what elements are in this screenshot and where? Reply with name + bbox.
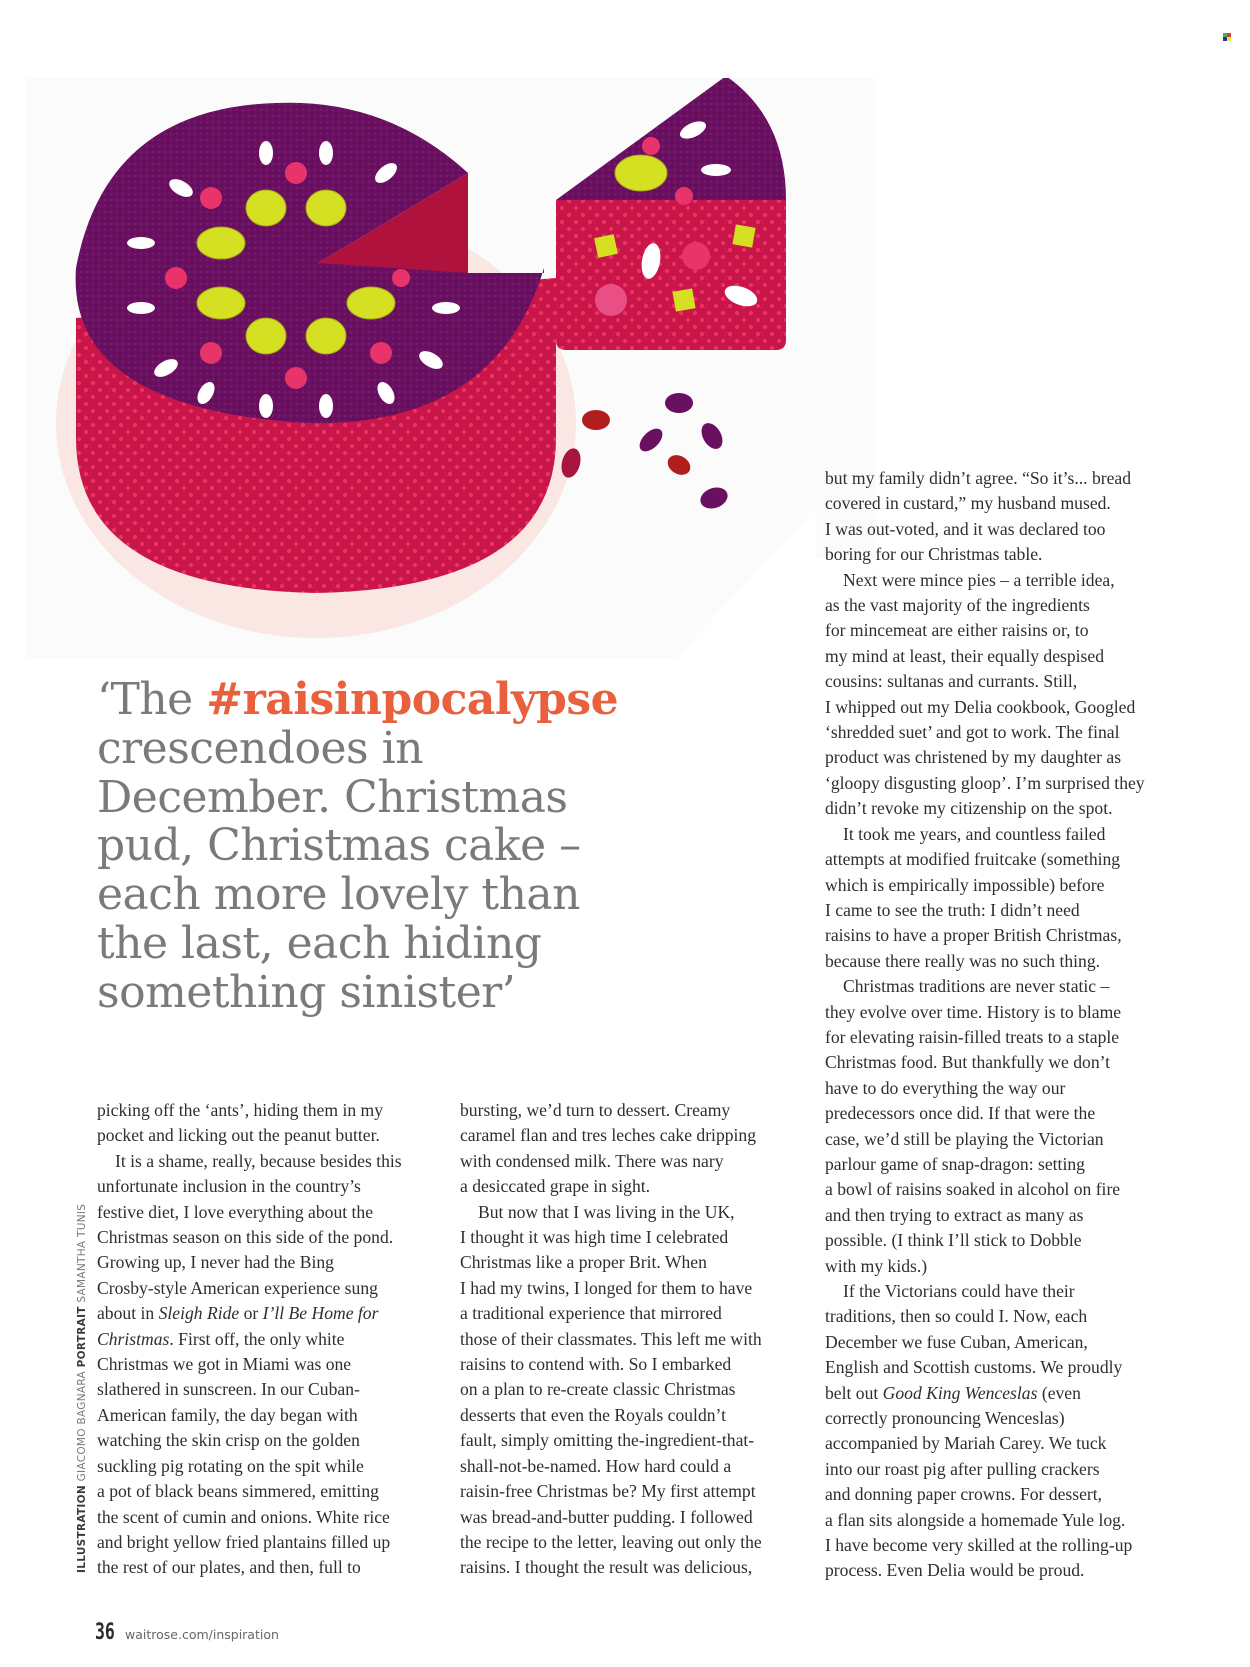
color-registration-mark-icon [1223, 33, 1231, 41]
paragraph: But now that I was living in the UK, I thought it was high time I celebrated Christmas like a proper Brit. When I had my twins, I longed for them to have a traditional experience that mirrored those of their classmates. This left me with raisins to contend with. So I embarked on a plan to re-create classic Christmas desserts that even the Royals couldn’t fault, simply omitting the-ingredient-that- shall-not-be-named. How hard could a raisin-free Christmas be? My first attempt was bread-and-butter pudding. I followed the recipe to the letter, leaving out only the raisins. I thought the result was delicious, [460, 1201, 762, 1578]
pull-quote-line: December. Christmas [97, 771, 568, 823]
cake-illustration-icon [26, 78, 876, 658]
pull-quote-line: something sinister’ [97, 966, 516, 1018]
site-url: waitrose.com/inspiration [125, 1627, 279, 1642]
song-title: Good King Wenceslas [882, 1382, 1038, 1403]
pull-quote-line: each more lovely than [97, 869, 580, 921]
paragraph: picking off the ‘ants’, hiding them in my pocket and licking out the peanut butter. [97, 1100, 384, 1146]
pull-quote-line: the last, each hiding [97, 917, 542, 969]
body-column-3 [825, 466, 1170, 1584]
song-title: I’ll Be Home for [262, 1303, 379, 1324]
paragraph: If the Victorians could have their traditions, then so could I. Now, each December we fuse Cuban, American, English and Scottish customs. We proudly belt out Good King Wenceslas (even correctly pronouncing Wenceslas) accompanied by Mariah Carey. We tuck into our roast pig after pulling crackers and donning paper crowns. For dessert, a flan sits alongside a homemade Yule log. I have become very skilled at the rolling-up process. Even Delia would be proud. [825, 1281, 1133, 1581]
pull-quote-line-1: ‘The #raisinpocalypse [97, 674, 619, 725]
song-title: Sleigh Ride [158, 1303, 240, 1324]
pull-quote-line: crescendoes in [97, 722, 423, 774]
page-footer [95, 1620, 279, 1645]
body-column-1 [97, 1098, 437, 1581]
body-column-2 [460, 1098, 805, 1581]
photo-credit: ILLUSTRATION GIACOMO BAGNARA PORTRAIT SAMANTHA TUNIS [76, 1203, 88, 1573]
paragraph: It took me years, and countless failed attempts at modified fruitcake (something which is empirically impossible) before I came to see the truth: I didn’t need raisins to have a proper British Christmas, because there really was no such thing. [825, 823, 1122, 971]
pull-quote-line: pud, Christmas cake – [97, 820, 581, 872]
cake-illustration [26, 78, 876, 658]
pull-quote [97, 676, 657, 1018]
paragraph: Christmas traditions are never static – they evolve over time. History is to blame for elevating raisin-filled treats to a staple Christmas food. But thankfully we don’t have to do everything the way our predecessors once did. If that were the case, we’d still be playing the Victorian parlour game of snap-dragon: setting a bowl of raisins soaked in alcohol on fire and then trying to extract as many as possible. (I think I’ll stick to Dobble with my kids.) [825, 976, 1122, 1276]
page-number: 36 [95, 1620, 115, 1645]
paragraph: but my family didn’t agree. “So it’s... bread covered in custard,” my husband mused. I was out-voted, and it was declared too boring for our Christmas table. [825, 468, 1132, 565]
paragraph: bursting, we’d turn to dessert. Creamy caramel flan and tres leches cake dripping with condensed milk. There was nary a desiccated grape in sight. [460, 1100, 757, 1197]
paragraph: It is a shame, really, because besides this unfortunate inclusion in the country’s festive diet, I love everything about the Christmas season on this side of the pond. Growing up, I never had the Bing Crosby-style American experience sung about in Sleigh Ride or I’ll Be Home for Christmas. First off, the only white Christmas we got in Miami was one slathered in sunscreen. In our Cuban- American family, the day began with watching the skin crisp on the golden suckling pig rotating on the spit while a pot of black beans simmered, emitting the scent of cumin and onions. White rice and bright yellow fried plantains filled up the rest of our plates, and then, full to [97, 1150, 402, 1578]
hashtag: #raisinpocalypse [206, 674, 619, 725]
paragraph: Next were mince pies – a terrible idea, as the vast majority of the ingredients for mincemeat are either raisins or, to my mind at least, their equally despised cousins: sultanas and currants. Still, I whipped out my Delia cookbook, Googled ‘shredded suet’ and got to work. The final product was christened by my daughter as ‘gloopy disgusting gloop’. I’m surprised they didn’t revoke my citizenship on the spot. [825, 569, 1145, 819]
song-title: Christmas [97, 1328, 170, 1349]
